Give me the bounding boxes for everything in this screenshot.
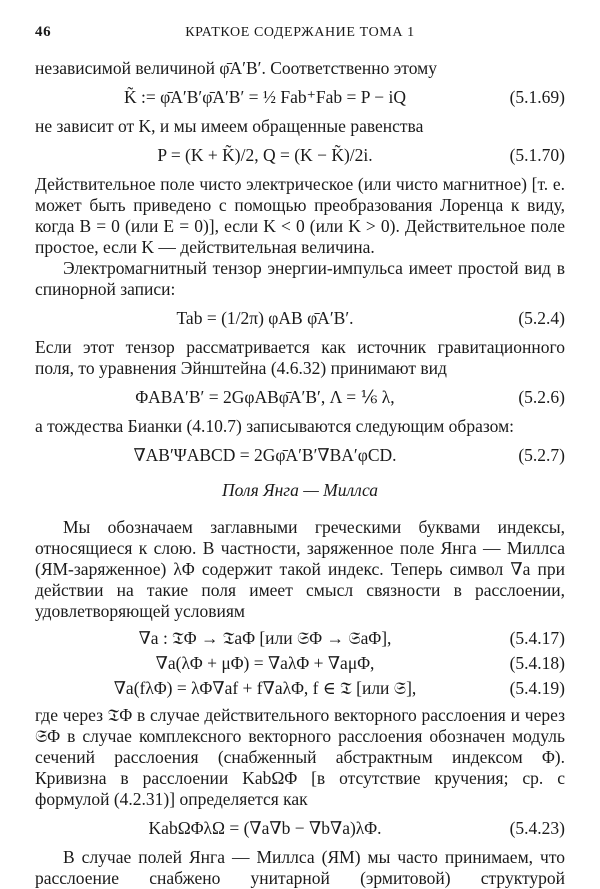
equation-5-1-69 [35, 87, 565, 108]
equation-5-2-4 [35, 308, 565, 329]
equation-number: (5.2.4) [518, 308, 565, 328]
page-number: 46 [35, 24, 52, 40]
equation-formula: ∇a(λΦ + μΦ) = ∇aλΦ + ∇aμΦ, [155, 653, 375, 673]
page-header [35, 22, 565, 42]
equation-number: (5.1.69) [509, 87, 565, 107]
equation-number: (5.4.17) [509, 628, 565, 648]
paragraph: Мы обозначаем заглавными греческими буквами индексы, относящиеся к слою. В частности, заряженное поле Янга — Миллса (ЯМ-заряженное) λΦ содержит такой индекс. Теперь символ ∇a при действии на такие поля имеет смысл связности в расслоении, удовлетворяющей условиям [35, 517, 565, 621]
equation-number: (5.4.23) [509, 818, 565, 838]
equation-5-2-6 [35, 387, 565, 408]
equation-formula: ∇a : 𝔗Φ → 𝔗aΦ [или 𝔖Φ → 𝔖aΦ], [138, 628, 392, 648]
equation-5-1-70 [35, 145, 565, 166]
equation-formula: K̃ := φ̄A′B′φ̄A′B′ = ½ Fab⁺Fab = P − iQ [124, 87, 406, 107]
paragraph: независимой величиной φ̄A′B′. Соответственно этому [35, 58, 437, 78]
running-title: КРАТКОЕ СОДЕРЖАНИЕ ТОМА 1 [185, 25, 415, 40]
equation-formula: Tab = (1/2π) φAB φ̄A′B′. [176, 308, 354, 328]
equation-5-2-7 [35, 445, 565, 466]
equation-5-4-18 [35, 653, 565, 674]
equation-formula: ∇a(fλΦ) = λΦ∇af + f∇aλΦ, f ∈ 𝔗 [или 𝔖], [113, 678, 417, 698]
equation-group [35, 628, 565, 699]
paragraph: а тождества Бианки (4.10.7) записываются следующим образом: [35, 416, 515, 436]
paragraph: не зависит от K, и мы имеем обращенные равенства [35, 116, 424, 136]
equation-number: (5.4.18) [509, 653, 565, 673]
paragraph: Электромагнитный тензор энергии-импульса имеет простой вид в спинорной записи: [35, 258, 565, 299]
section-title: Поля Янга — Миллса [221, 480, 379, 500]
equation-number: (5.1.70) [509, 145, 565, 165]
paragraph: В случае полей Янга — Миллса (ЯМ) мы часто принимаем, что расслоение снабжено унитарной (эрмитовой) структурой [35, 847, 565, 888]
equation-formula: ∇AB′ΨABCD = 2Gφ̄A′B′∇BA′φCD. [133, 445, 397, 465]
equation-5-4-19 [35, 678, 565, 699]
equation-formula: ΦABA′B′ = 2GφABφ̄A′B′, Λ = ⅙ λ, [135, 387, 395, 407]
equation-5-4-23 [35, 818, 565, 839]
paragraph: Действительное поле чисто электрическое (или чисто магнитное) [т. е. может быть приведено с помощью преобразования Лоренца к виду, когда B = 0 (или E = 0)], если K < 0 (или K > 0). Действительное поле простое, если K — действительная величина. [35, 174, 565, 257]
equation-number: (5.2.6) [518, 387, 565, 407]
equation-formula: P = (K + K̃)/2, Q = (K − K̃)/2i. [157, 145, 373, 165]
equation-5-4-17 [35, 628, 565, 649]
page-body [35, 58, 565, 889]
equation-number: (5.4.19) [509, 678, 565, 698]
paragraph: где через 𝔗Φ в случае действительного векторного расслоения и через 𝔖Φ в случае комплексного векторного расслоения обозначен модуль сечений расслоения (снабженный абстрактным индексом Φ). Кривизна в расслоении KabΩΦ [в отсутствие кручения; ср. с формулой (4.2.31)] определяется как [35, 705, 565, 809]
paragraph: Если этот тензор рассматривается как источник гравитационного поля, то уравнения Эйнштейна (4.6.32) принимают вид [35, 337, 565, 378]
equation-number: (5.2.7) [518, 445, 565, 465]
equation-formula: KabΩΦλΩ = (∇a∇b − ∇b∇a)λΦ. [148, 818, 382, 838]
